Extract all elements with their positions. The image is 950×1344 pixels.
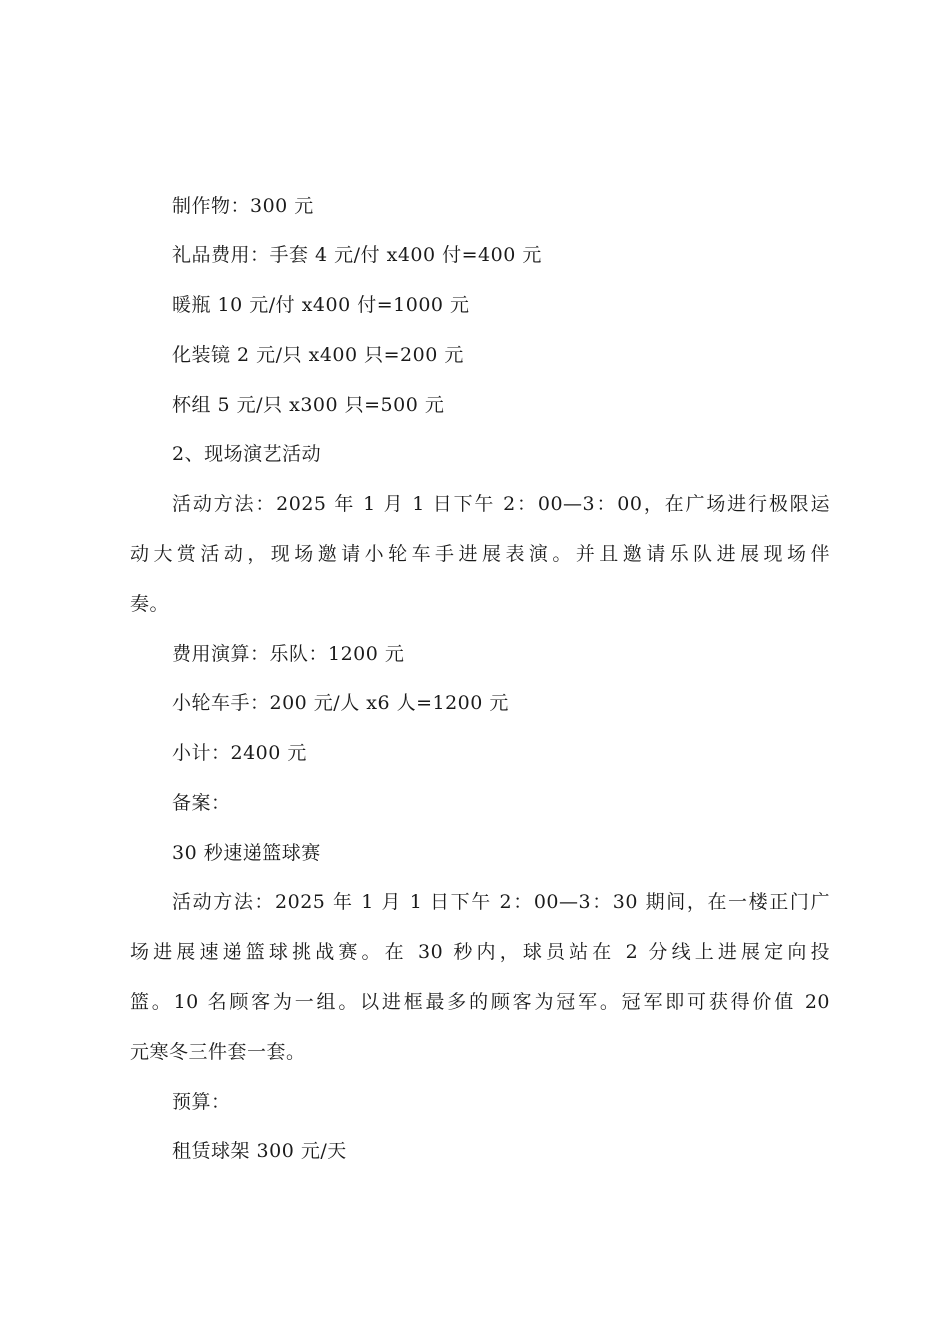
text-line-gift-cost: 礼品费用：手套 4 元/付 x400 付=400 元 xyxy=(172,244,542,266)
text-line-budget: 预算： xyxy=(172,1091,231,1113)
text-line-backup-plan: 备案： xyxy=(172,792,231,814)
section-heading-basketball: 30 秒速递篮球赛 xyxy=(172,842,321,864)
text-line-production-cost: 制作物：300 元 xyxy=(172,195,314,217)
paragraph-line: 场进展速递篮球挑战赛。在 30 秒内，球员站在 2 分线上进展定向投 xyxy=(130,941,830,963)
paragraph-line: 活动方法：2025 年 1 月 1 日下午 2：00—3：30 期间，在一楼正门广 xyxy=(172,891,830,913)
text-line-cup-set: 杯组 5 元/只 x300 只=500 元 xyxy=(172,394,445,416)
text-line-thermos: 暖瓶 10 元/付 x400 付=1000 元 xyxy=(172,294,470,316)
text-line-rental: 租赁球架 300 元/天 xyxy=(172,1140,347,1162)
text-line-mirror: 化装镜 2 元/只 x400 只=200 元 xyxy=(172,344,464,366)
paragraph-line: 元寒冬三件套一套。 xyxy=(130,1041,306,1063)
text-line-subtotal: 小计：2400 元 xyxy=(172,742,307,764)
text-line-bmx-riders: 小轮车手：200 元/人 x6 人=1200 元 xyxy=(172,692,509,714)
paragraph-line: 奏。 xyxy=(130,593,170,615)
paragraph-line: 活动方法：2025 年 1 月 1 日下午 2：00—3：00，在广场进行极限运 xyxy=(172,493,830,515)
text-line-budget-band: 费用演算：乐队：1200 元 xyxy=(172,643,405,665)
paragraph-line: 篮。10 名顾客为一组。以进框最多的顾客为冠军。冠军即可获得价值 20 xyxy=(130,991,830,1013)
paragraph-line: 动大赏活动，现场邀请小轮车手进展表演。并且邀请乐队进展现场伴 xyxy=(130,543,830,565)
section-heading-performance: 2、现场演艺活动 xyxy=(172,443,322,465)
